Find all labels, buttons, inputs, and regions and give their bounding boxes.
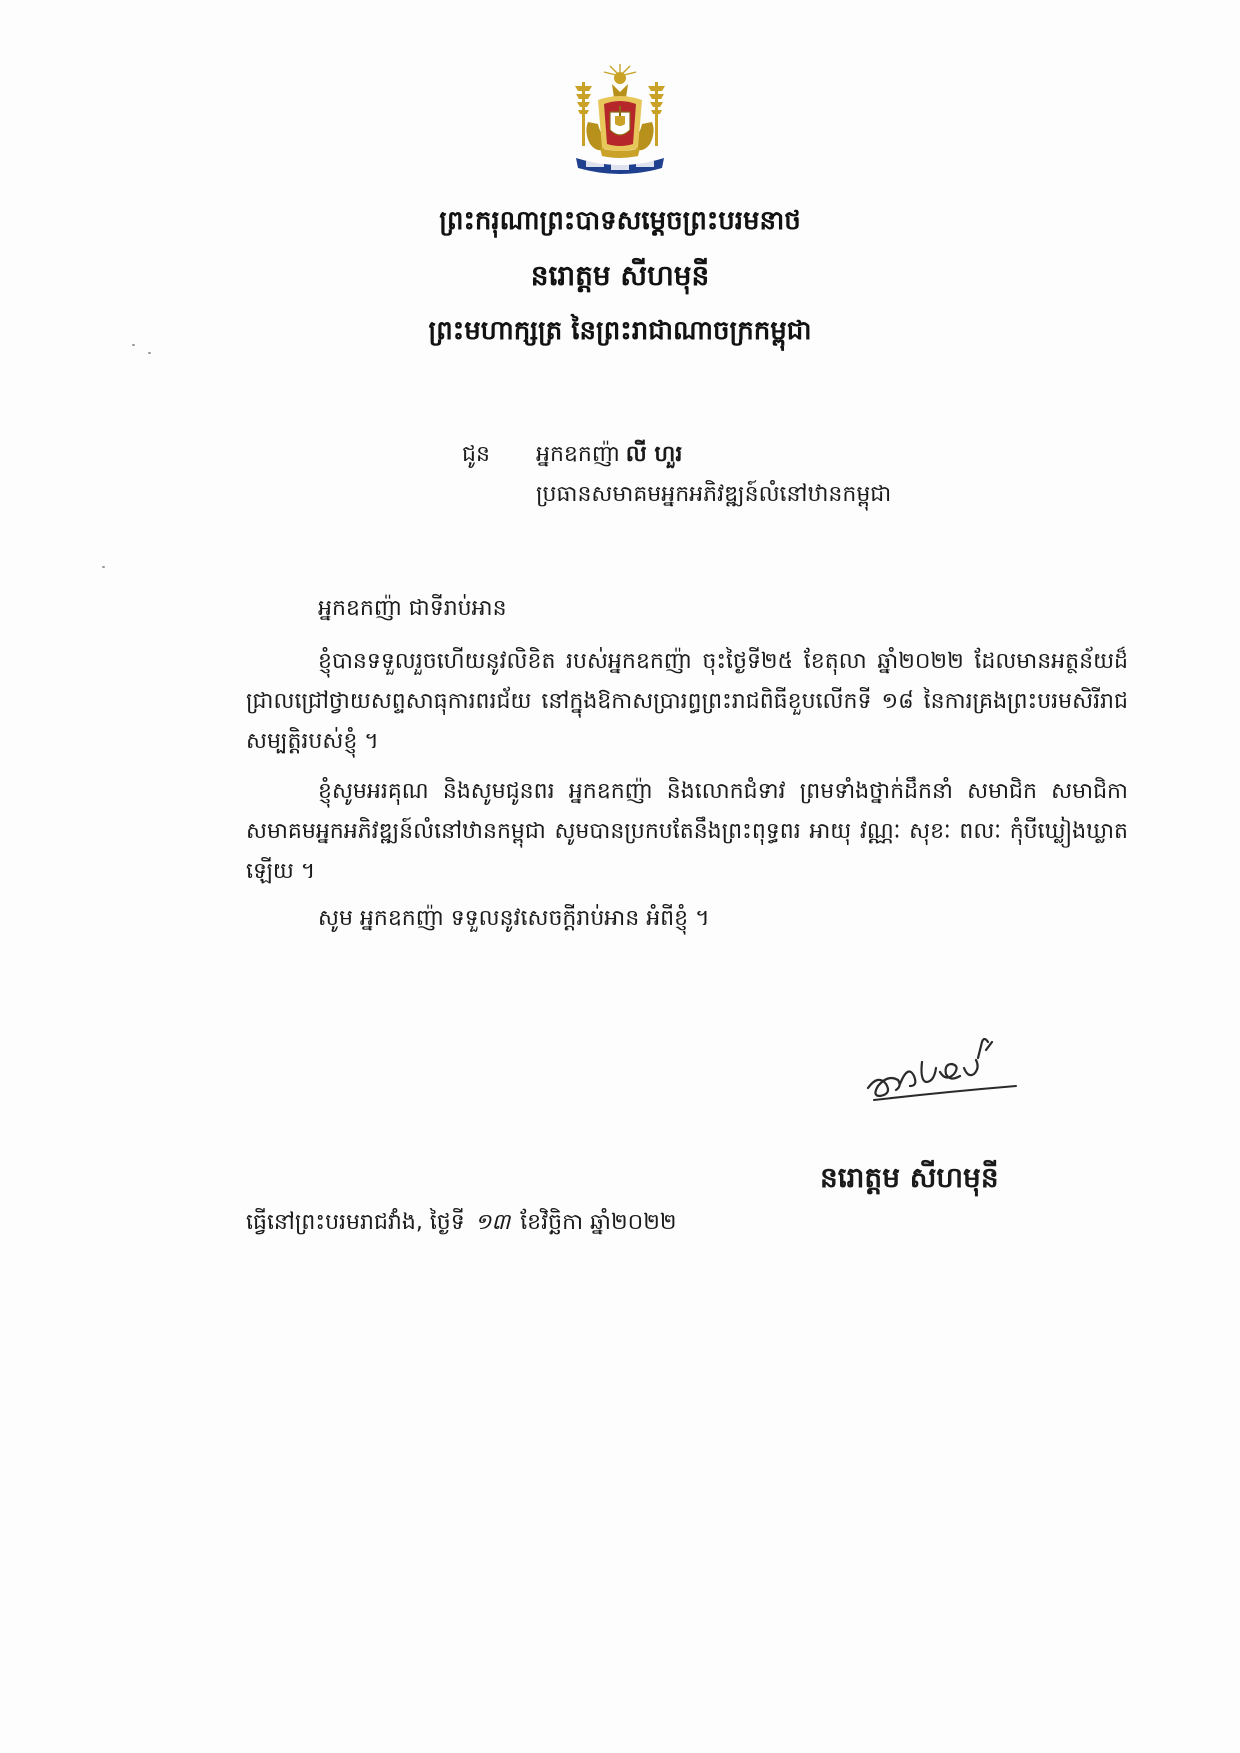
addressee-title: អ្នកឧកញ៉ា (536, 442, 620, 467)
date-line (246, 1208, 677, 1240)
king-name-heading: នរោត្តម សីហមុនី (530, 259, 710, 292)
date-suffix: ខែវិច្ឆិកា ឆ្នាំ២០២២ (520, 1210, 677, 1235)
scan-speck (132, 344, 135, 346)
signer-name: នរោត្តម សីហមុនី (820, 1161, 999, 1194)
addressee-label: ជូន (462, 442, 490, 467)
body-paragraph-3: សូម អ្នកឧកញ៉ា ទទួលនូវសេចក្តីរាប់អាន អំពីខ្ញុំ ។ (318, 906, 710, 931)
body-paragraph-2: ខ្ញុំសូមអរគុណ និងសូមជូនពរ អ្នកឧកញ៉ា និងលោកជំទាវ ព្រមទាំងថ្នាក់ដឹកនាំ សមាជិក សមាជិកា សមាគមអ្នកអភិវឌ្ឍន៍លំនៅឋានកម្ពុជា សូមបានប្រកបតែនឹងព្រះពុទ្ធពរ អាយុ វណ្ណៈ សុខៈ ពលៈ កុំបីឃ្លៀងឃ្លាតឡើយ ។ (246, 779, 1128, 884)
date-prefix: ធ្វើនៅព្រះបរមរាជវាំង, ថ្ងៃទី (246, 1210, 465, 1235)
royal-title-line-2: ព្រះមហាក្សត្រ នៃព្រះរាជាណាចក្រកម្ពុជា (428, 316, 812, 346)
royal-title-line: ព្រះករុណាព្រះបាទសម្តេចព្រះបរមនាថ (439, 206, 801, 236)
body-paragraph-1: ខ្ញុំបានទទួលរួចហើយនូវលិខិត របស់អ្នកឧកញ៉ា ចុះថ្ងៃទី២៥ ខែតុលា ឆ្នាំ២០២២ ដែលមានអត្ថន័យដ៏ជ្រាលជ្រៅថ្វាយសព្ទសាធុការពរជ័យ នៅក្នុងឱកាសប្រារព្ធព្រះរាជពិធីខួបលើកទី ១៨ នៃការគ្រងព្រះបរមសិរីរាជសម្បត្តិរបស់ខ្ញុំ ។ (246, 649, 1128, 754)
addressee-line (536, 440, 682, 472)
scan-speck (148, 352, 151, 354)
date-day: ១៣ (474, 1210, 511, 1235)
addressee-name: លី ហួរ (625, 442, 683, 467)
handwritten-signature (860, 1028, 1020, 1108)
scan-speck (102, 566, 105, 568)
royal-coat-of-arms-icon (562, 62, 678, 186)
addressee-position: ប្រធានសមាគមអ្នកអភិវឌ្ឍន៍លំនៅឋានកម្ពុជា (536, 482, 892, 507)
salutation: អ្នកឧកញ៉ា ជាទីរាប់អាន (318, 596, 507, 621)
